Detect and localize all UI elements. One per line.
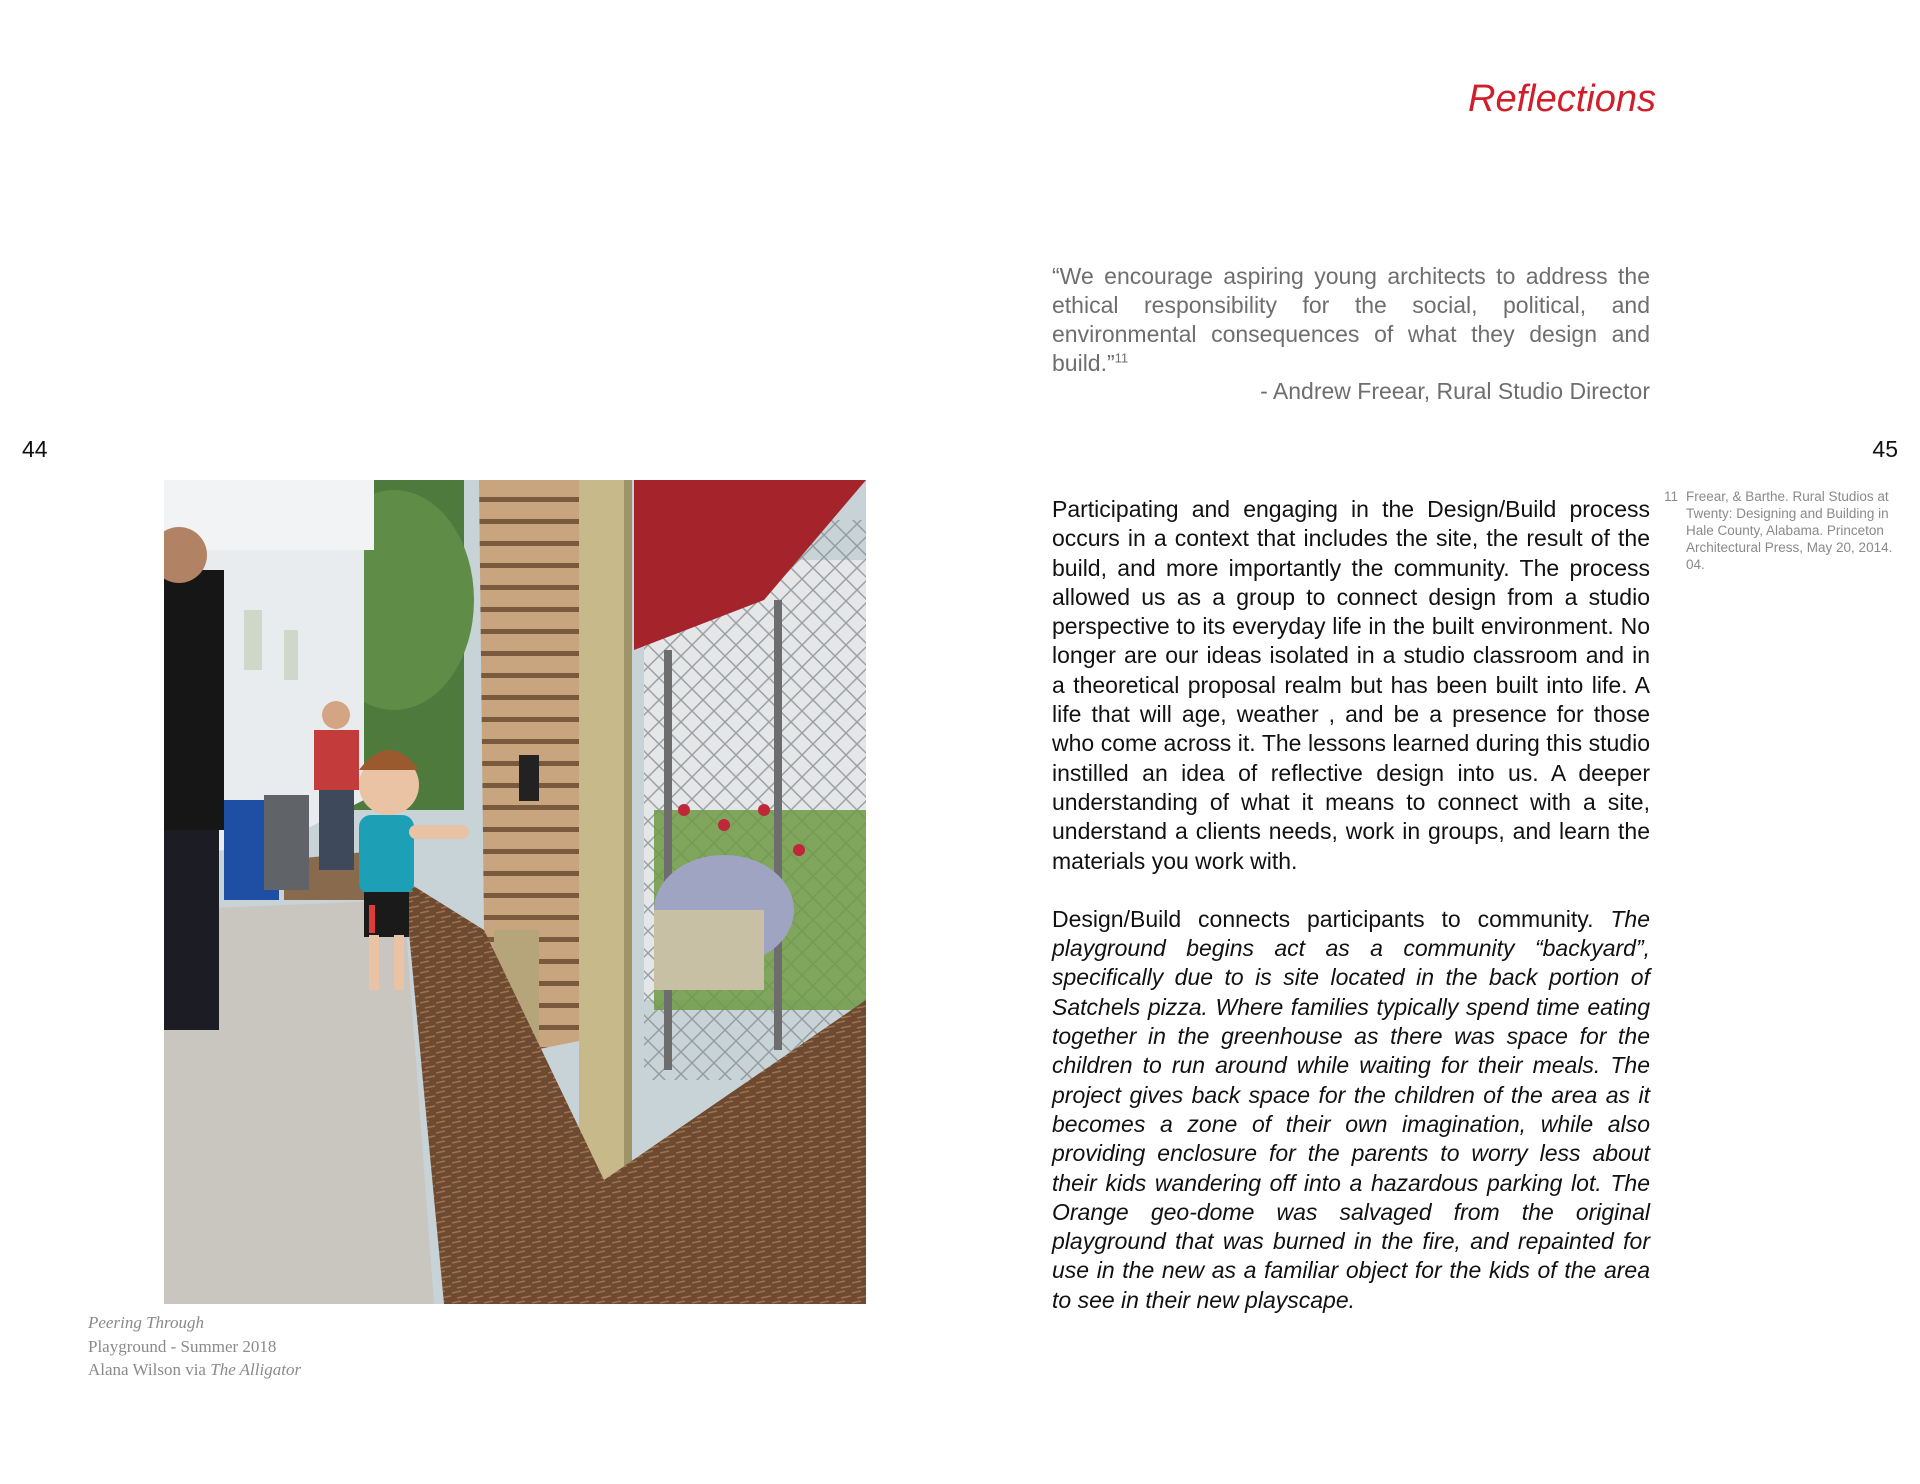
caption-credit-prefix: Alana Wilson via [88,1360,206,1379]
page-title: Reflections [1468,78,1656,120]
caption-credit [88,1358,301,1382]
photo-caption [88,1311,301,1382]
page-number-left: 44 [22,436,48,462]
footnote [1664,488,1912,573]
footnote-text: Freear, & Barthe. Rural Studios at Twenty: Designing and Building in Hale County, Alabama. Princeton Architectural Press, May 20, 2014. 04. [1686,489,1893,572]
paragraph-2-italic: The playground begins act as a community “backyard”, specifically due to is site located in the back portion of Satchels pizza. Where families typically spend time eating together in the greenhouse as there was space for the children to run around while waiting for their meals. The project gives back space for the children of the area as it becomes a zone of their own imagination, while also providing enclosure for the parents to worry less about their kids wandering off into a hazardous parking lot. The Orange geo-dome was salvaged from the original playground that was burned in the fire, and repainted for use in the new as a familiar object for the kids of the area to see in their new playscape. [1052,905,1651,1313]
caption-subtitle: Playground - Summer 2018 [88,1336,277,1356]
body-paragraph-1: Participating and engaging in the Design/Build process occurs in a context that includes the site, the result of the build, and more importantly the community. The process allowed us as a group to connect design from a studio perspective to its everyday life in the built environment. No longer are our ideas isolated in a studio classroom and in a theoretical proposal realm but has been built into life. A life that will age, weather , and be a presence for those who come across it. The lessons learned during this studio instilled an idea of reflective design into us. A deeper understanding of what it means to connect with a site, understand a clients needs, work in groups, and learn the materials you work with. [1052,496,1650,874]
paragraph-2-lead: Design/Build connects participants to community. [1052,905,1594,932]
playground-photo [164,480,866,1304]
body-paragraph-2 [1052,905,1650,1315]
pull-quote [1052,262,1650,378]
caption-title: Peering Through [88,1313,205,1332]
quote-footnote-ref: 11 [1114,350,1129,366]
footnote-number: 11 [1664,489,1679,504]
quote-attribution: - Andrew Freear, Rural Studio Director [1260,378,1650,404]
caption-source: The Alligator [210,1360,302,1379]
body-text [1052,495,1650,1315]
quote-text: “We encourage aspiring young architects to address the ethical responsibility for the social, political, and environmental consequences of what they design and build.” [1052,263,1650,376]
page-number-right: 45 [1872,436,1898,462]
